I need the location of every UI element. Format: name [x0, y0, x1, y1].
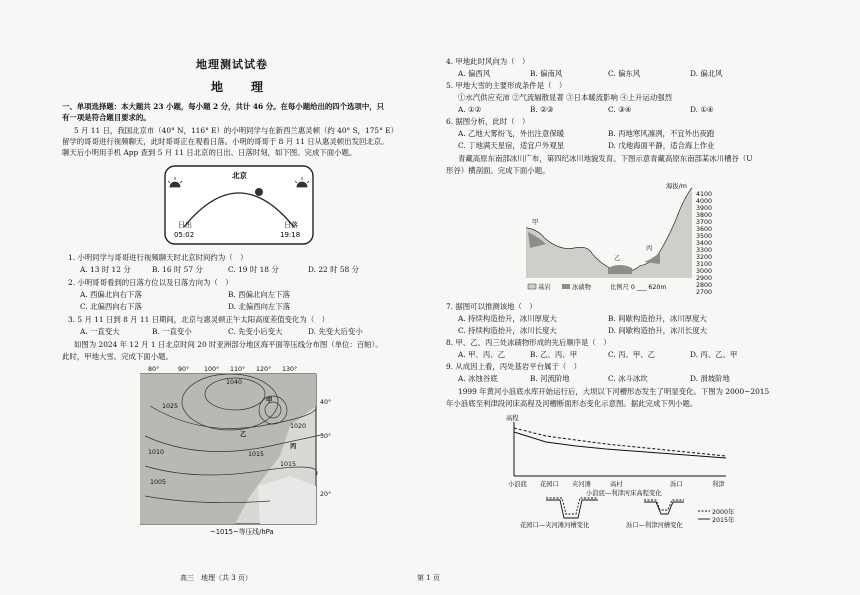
place-label-yi: 乙: [240, 431, 247, 438]
isobar-label: 1005: [150, 479, 167, 486]
q5-option-b[interactable]: B. ②③: [530, 105, 554, 114]
isobar-label: 1025: [162, 403, 179, 410]
exam-title: 地理测试试卷: [196, 58, 268, 71]
intro4-line1: 1999 年黄河小浪底水库开始运行后，大坝以下河槽形态发生了明显变化。下图为 2000~2015: [458, 387, 770, 396]
isobar-label: 1040: [226, 379, 243, 386]
q5-stem: 5. 甲地大雪的主要形成条件是（ ）: [446, 81, 567, 90]
station-label: 利津: [712, 481, 725, 488]
q8-option-c[interactable]: C. 丙、甲、乙: [608, 350, 656, 359]
q3-option-a[interactable]: A. 一直变大: [80, 327, 120, 336]
q4-option-b[interactable]: B. 偏南风: [530, 69, 563, 78]
valley-tick: 4100: [696, 191, 713, 198]
valley-tick: 3200: [696, 254, 713, 261]
q6-stem: 6. 据图分析，此时（ ）: [446, 117, 530, 126]
valley-tick: 3500: [696, 233, 713, 240]
isobar-label: 1015: [248, 451, 265, 458]
lon-label-80: 80°: [148, 366, 160, 373]
isobar-label: 1010: [148, 449, 165, 456]
q3-option-b[interactable]: B. 一直变小: [152, 327, 192, 336]
q8-option-a[interactable]: A. 甲、丙、乙: [458, 350, 505, 359]
isobar-label: 1020: [290, 423, 307, 430]
cross-section-caption-2: 泺口—利津河槽变化: [626, 522, 683, 529]
sunset-label: 日落: [284, 221, 298, 229]
valley-tick: 3000: [696, 268, 713, 275]
intro2-line1: 如图为 2024 年 12 月 1 日北京时间 20 时亚洲部分地区海平面等压线分布图（单位：百帕）。: [74, 340, 383, 349]
valley-ylabel: 海拔/m: [666, 183, 687, 190]
valley-tick: 3900: [696, 205, 713, 212]
intro1-line3: 聊天后小明用手机 App 查到 5 月 11 日北京的日出、日落时刻，如下图。完成下面小题。: [62, 148, 357, 157]
q7-stem: 7. 据图可以推测该地（ ）: [446, 302, 537, 311]
lat-label-40: 40°: [320, 399, 332, 406]
valley-tick: 2900: [696, 275, 713, 282]
q3-option-d[interactable]: D. 先变大后变小: [308, 327, 363, 336]
q8-option-d[interactable]: D. 丙、乙、甲: [690, 350, 738, 359]
q1-stem: 1. 小明同学与哥哥进行视频聊天时北京时间约为（ ）: [68, 253, 248, 262]
sunrise-time: 05:02: [174, 231, 195, 239]
place-label-jia: 甲: [266, 397, 273, 404]
lon-label-120: 120°: [256, 366, 272, 373]
valley-tick: 2700: [696, 289, 713, 294]
lat-label-30: 30°: [320, 433, 332, 440]
intro3-line2: 形谷）横剖面。完成下面小题。: [446, 166, 550, 175]
q9-option-c[interactable]: C. 冰斗冰坎: [608, 374, 648, 383]
valley-tick: 3300: [696, 247, 713, 254]
lat-label-20: 20°: [320, 491, 332, 498]
valley-tick: 3100: [696, 261, 713, 268]
river-bed-figure: [506, 414, 746, 534]
sunset-time: 19:18: [280, 231, 301, 239]
station-label: 泺口: [670, 481, 683, 488]
station-label: 高村: [610, 481, 623, 488]
mark-jia: 甲: [532, 219, 539, 226]
q6-option-c[interactable]: C. 丁地满天星宿，适宜户外观星: [458, 141, 565, 150]
q5-option-d[interactable]: D. ①④: [690, 105, 714, 114]
valley-tick: 3800: [696, 212, 713, 219]
intro1-line2: 留学的哥哥进行视频聊天，此时哥哥正在观看日落。小明的哥哥于 8 月 11 日从惠灵顿出发回北京。: [62, 137, 389, 146]
q1-option-d[interactable]: D. 22 时 58 分: [308, 265, 359, 274]
river-ylabel: 高程: [506, 415, 519, 422]
map-legend: ~1015~等压线/hPa: [210, 528, 274, 536]
q5-option-c[interactable]: C. ③④: [608, 105, 632, 114]
mark-bing: 丙: [646, 245, 653, 252]
isobar-map: [140, 366, 355, 536]
q7-option-c[interactable]: C. 持续构造抬升，冰川长度大: [458, 326, 557, 335]
legend-2000: 2000年: [712, 509, 735, 516]
lon-label-100: 100°: [204, 366, 220, 373]
valley-tick: 3700: [696, 219, 713, 226]
intro1-line1: 5 月 11 日，我国北京市（40° N，116° E）的小明同学与在新西兰惠灵顿（约 40° S，175° E）: [74, 126, 398, 135]
q6-option-d[interactable]: D. 戊地海面平静，适合海上作业: [608, 141, 715, 150]
q1-option-b[interactable]: B. 16 时 57 分: [152, 265, 203, 274]
q1-option-c[interactable]: C. 19 时 18 分: [228, 265, 279, 274]
q2-stem: 2. 小明哥哥看到的日落方位以及日落方向为（ ）: [68, 278, 233, 287]
station-label: 夹河滩: [572, 481, 591, 488]
glacial-valley-profile: [520, 182, 720, 294]
legend-bedrock: 基岩: [538, 284, 551, 291]
q3-stem: 3. 5 月 11 日到 8 月 11 日期间，北京与惠灵顿正午太阳高度差值变化为（ ）: [68, 315, 329, 324]
valley-tick: 2800: [696, 282, 713, 289]
q5-sub: ①水汽供应充沛 ②气流辐散显著 ③日本暖流影响 ④上升运动强烈: [458, 93, 672, 102]
lon-label-90: 90°: [178, 366, 190, 373]
legend-2015: 2015年: [712, 517, 735, 524]
cross-section-caption-1: 花园口—夹河滩河槽变化: [520, 522, 590, 529]
q7-option-b[interactable]: B. 间歇构造抬升，冰川厚度大: [608, 314, 707, 323]
q9-option-a[interactable]: A. 冰蚀谷底: [458, 374, 498, 383]
q4-option-a[interactable]: A. 偏西风: [458, 69, 491, 78]
q6-option-a[interactable]: A. 乙地大雾纷飞，外出注意保暖: [458, 129, 565, 138]
intro3-line1: 青藏高原东南部冰川广布，第四纪冰川地貌发育。下图示意青藏高原东南部某冰川槽谷（U: [458, 154, 753, 163]
footer-left: 高三 地理（共 3 页）: [180, 574, 252, 582]
valley-tick: 3400: [696, 240, 713, 247]
valley-tick: 3600: [696, 226, 713, 233]
q8-stem: 8. 甲、乙、丙三处冰碛物形成的先后顺序是（ ）: [446, 338, 611, 347]
q4-stem: 4. 甲地此时风向为（ ）: [446, 57, 530, 66]
subject-heading: 地 理: [211, 80, 272, 94]
moraine-yi: [608, 265, 632, 274]
q8-option-b[interactable]: B. 乙、丙、甲: [530, 350, 578, 359]
figure-city-label: 北京: [232, 171, 247, 180]
q9-stem: 9. 从成因上看，丙处基岩平台属于（ ）: [446, 362, 582, 371]
lon-label-110: 110°: [230, 366, 246, 373]
q7-option-a[interactable]: A. 持续构造抬升，冰川厚度大: [458, 314, 557, 323]
legend-moraine: 冰碛物: [572, 284, 591, 291]
place-label-bing: 丙: [290, 443, 297, 450]
q2-option-c[interactable]: C. 北偏西向右下落: [80, 302, 142, 311]
q5-option-a[interactable]: A. ①②: [458, 105, 482, 114]
q4-option-c[interactable]: C. 偏东风: [608, 69, 641, 78]
footer-page: 第 1 页: [417, 574, 440, 582]
q2-option-d[interactable]: D. 北偏西向左下落: [228, 302, 291, 311]
station-label: 花园口: [540, 481, 559, 488]
moraine-bing: [644, 252, 660, 264]
q1-option-a[interactable]: A. 13 时 12 分: [80, 265, 131, 274]
profile-title: 小浪底—利津河床高程变化: [586, 490, 662, 497]
q2-option-a[interactable]: A. 西偏北向右下落: [80, 290, 142, 299]
intro4-line2: 年小浪底至利津段河床高程及河槽断面形态变化示意图。据此完成下列小题。: [446, 399, 698, 408]
q4-option-d[interactable]: D. 偏北风: [690, 69, 723, 78]
valley-tick: 4000: [696, 198, 713, 205]
q7-option-d[interactable]: D. 间歇构造抬升，冰川长度大: [608, 326, 708, 335]
sunrise-sunset-figure: [164, 165, 314, 245]
q9-option-b[interactable]: B. 河流阶地: [530, 374, 570, 383]
mark-yi: 乙: [614, 255, 621, 262]
lon-label-130: 130°: [282, 366, 298, 373]
sunrise-label: 日出: [178, 221, 192, 229]
legend-scale: 比例尺 0 ___ 620m: [610, 284, 667, 291]
q9-option-d[interactable]: D. 滑坡阶地: [690, 374, 730, 383]
isobar-label: 1015: [280, 461, 297, 468]
section-heading: 一、单项选择题：本大题共 23 小题，每小题 2 分，共计 46 分。在每小题给出的四个选项中，只: [62, 102, 384, 111]
q3-option-c[interactable]: C. 先变小后变大: [228, 327, 283, 336]
station-label: 小浪底: [508, 481, 527, 488]
section-heading-cont: 有一项是符合题目要求的。: [62, 113, 151, 122]
intro2-line2: 此时，甲地大雪。完成下面小题。: [62, 352, 173, 361]
q6-option-b[interactable]: B. 丙地寒风凛冽，不宜外出夜跑: [608, 129, 715, 138]
q2-option-b[interactable]: B. 西偏北向左下落: [228, 290, 290, 299]
